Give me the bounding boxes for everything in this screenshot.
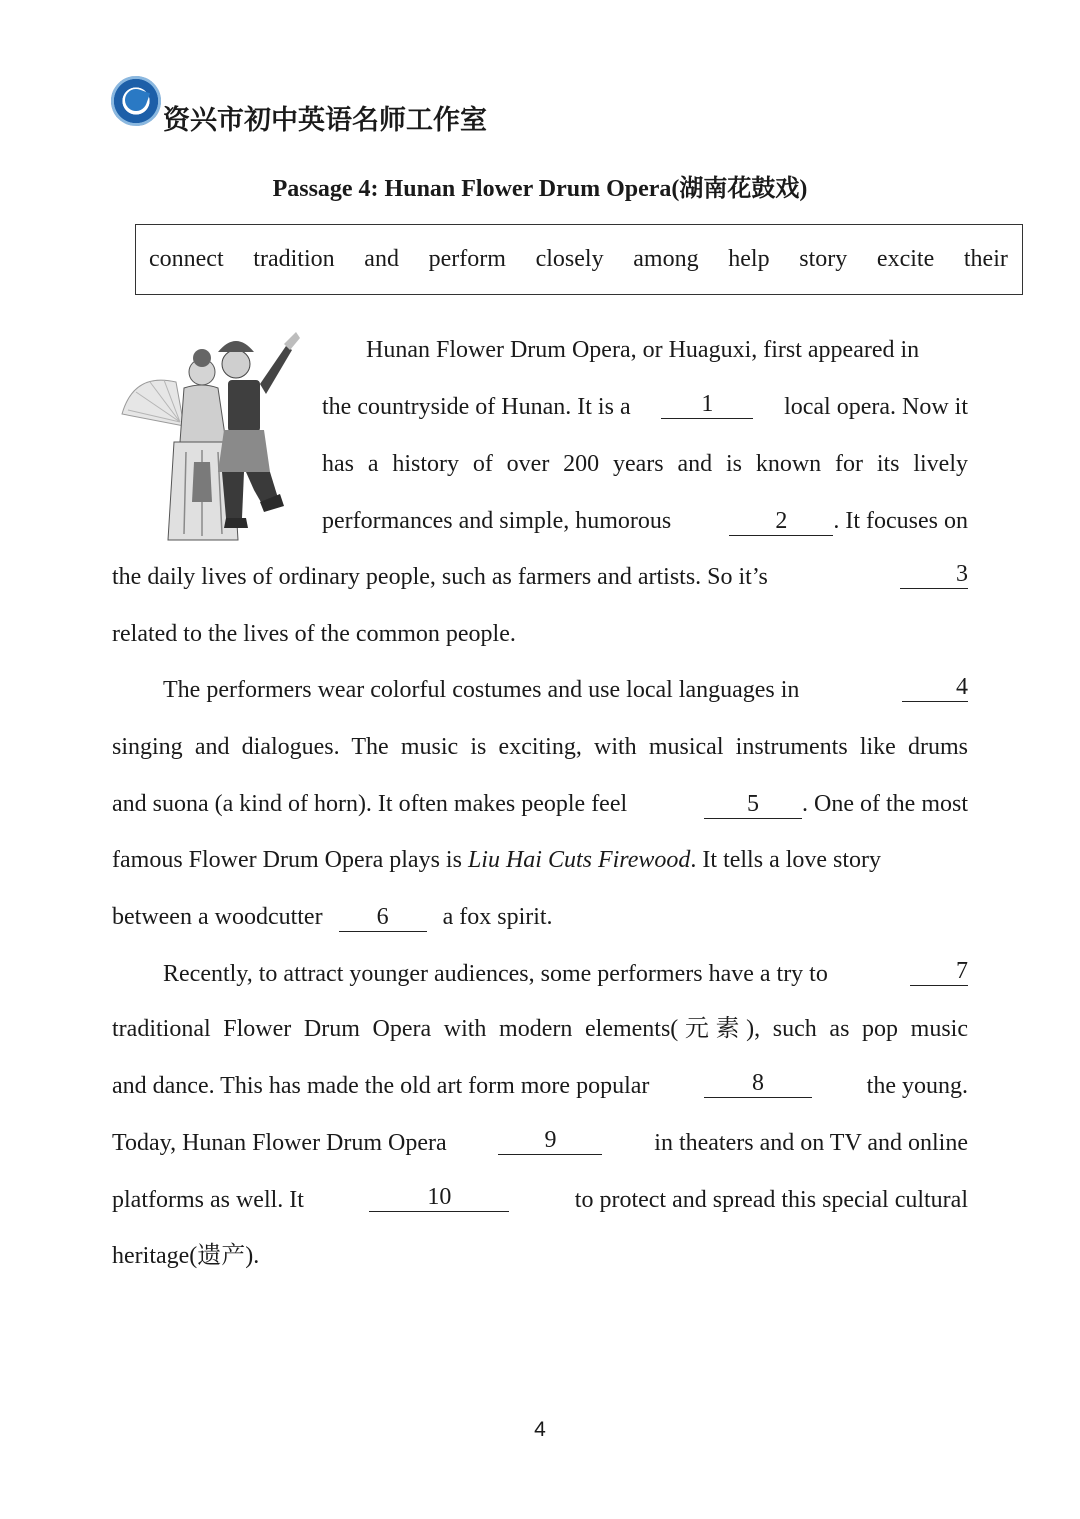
word-bank-item: excite: [876, 246, 935, 272]
passage-line: [112, 1184, 968, 1216]
passage-line: [163, 674, 968, 706]
passage-text: and dance. This has made the old art form more popular: [112, 1073, 650, 1099]
passage-line: [112, 1070, 968, 1102]
word-bank-item: story: [799, 246, 848, 272]
passage-text: Today, Hunan Flower Drum Opera: [112, 1130, 447, 1156]
blank-2[interactable]: 2: [729, 508, 833, 536]
passage-line: [322, 334, 968, 366]
passage-line: [112, 561, 968, 593]
passage-line: [112, 844, 968, 876]
passage-line: [322, 391, 968, 423]
passage-text: Recently, to attract younger audiences, some performers have a try to: [163, 961, 828, 987]
page-number: 4: [534, 1418, 546, 1441]
passage-text: in theaters and on TV and online: [654, 1130, 968, 1156]
passage-text: platforms as well. It: [112, 1187, 304, 1213]
blank-6[interactable]: 6: [339, 904, 427, 932]
word-bank-item: perform: [428, 246, 506, 272]
passage-text: between a woodcutter: [112, 904, 323, 930]
word-bank-item: and: [364, 246, 399, 272]
passage-line: [112, 901, 968, 933]
word-bank: [135, 224, 1023, 295]
passage-line: heritage(遗产).: [112, 1243, 260, 1269]
studio-logo: [111, 76, 161, 126]
passage-text: performances and simple, humorous: [322, 508, 672, 534]
passage-line: has a history of over 200 years and is known for its lively: [322, 451, 968, 477]
passage-text: the daily lives of ordinary people, such as farmers and artists. So it’s: [112, 564, 768, 590]
passage-text: a fox spirit.: [442, 904, 553, 930]
passage-line: [322, 505, 968, 537]
word-bank-item: help: [728, 246, 770, 272]
blank-5[interactable]: 5: [704, 791, 802, 819]
studio-title: 资兴市初中英语名师工作室: [163, 105, 487, 136]
passage-line: traditional Flower Drum Opera with modern elements(元素), such as pop music: [112, 1016, 968, 1042]
passage-line: related to the lives of the common people.: [112, 621, 516, 647]
blank-7[interactable]: 7: [910, 958, 968, 986]
word-bank-item: among: [633, 246, 699, 272]
opera-performers-photo: [114, 322, 308, 544]
passage-line: singing and dialogues. The music is exciting, with musical instruments like drums: [112, 734, 968, 760]
passage-line: [163, 958, 968, 990]
passage-text: the young.: [866, 1073, 968, 1099]
passage-text: The performers wear colorful costumes and use local languages in: [163, 677, 800, 703]
passage-title: Passage 4: Hunan Flower Drum Opera(湖南花鼓戏): [272, 176, 808, 202]
passage-text: . It tells a love story: [690, 847, 882, 873]
passage-text: and suona (a kind of horn). It often makes people feel: [112, 791, 628, 817]
word-bank-item: tradition: [253, 246, 335, 272]
word-bank-item: their: [963, 246, 1008, 272]
word-bank-item: closely: [535, 246, 604, 272]
play-title: Liu Hai Cuts Firewood: [467, 847, 691, 873]
passage-text: local opera. Now it: [784, 394, 968, 420]
passage-line: [112, 788, 968, 820]
word-bank-item: connect: [149, 246, 224, 272]
passage-text: to protect and spread this special cultural: [574, 1187, 968, 1213]
passage-text: . One of the most: [802, 791, 968, 817]
blank-9[interactable]: 9: [498, 1127, 602, 1155]
blank-4[interactable]: 4: [902, 674, 968, 702]
passage-text: the countryside of Hunan. It is a: [322, 394, 631, 420]
blank-8[interactable]: 8: [704, 1070, 812, 1098]
passage-text: . It focuses on: [833, 508, 968, 534]
blank-1[interactable]: 1: [661, 391, 753, 419]
passage-text: famous Flower Drum Opera plays is: [112, 847, 462, 873]
passage-line: [112, 1127, 968, 1159]
blank-10[interactable]: 10: [369, 1184, 509, 1212]
blank-3[interactable]: 3: [900, 561, 968, 589]
passage-text: Hunan Flower Drum Opera, or Huaguxi, first appeared in: [366, 337, 920, 363]
